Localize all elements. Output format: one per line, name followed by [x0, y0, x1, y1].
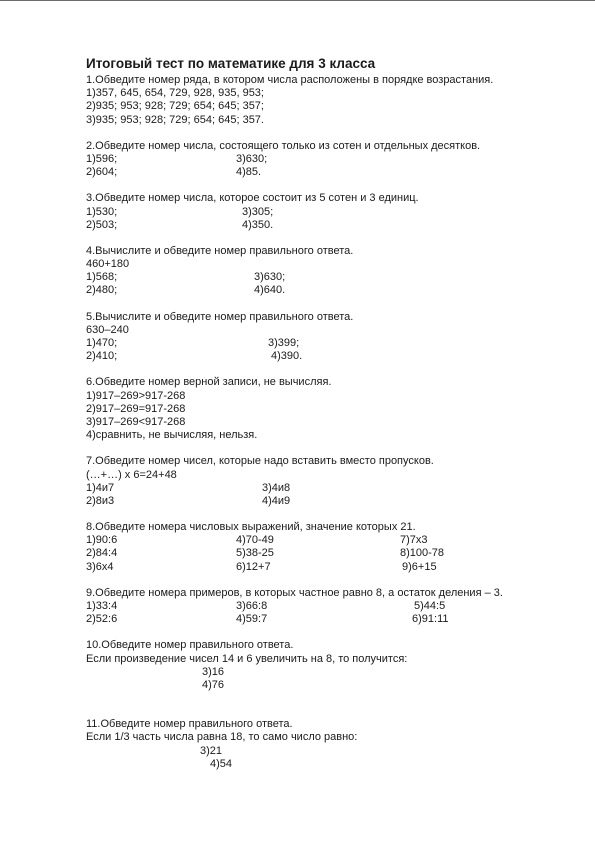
top-border-line [0, 0, 595, 1]
answer-option: 2)604; [86, 166, 118, 179]
expression: 630–240 [86, 323, 129, 336]
answer-option: 2)935; 953; 928; 729; 654; 645; 357; [86, 100, 264, 113]
answer-option: 4)4и9 [262, 494, 291, 507]
answer-row [86, 613, 556, 626]
answer-option: 2)84:4 [86, 547, 118, 560]
answer-option: 4)59:7 [236, 613, 268, 626]
answer-row [86, 547, 556, 560]
question-prompt: 7.Обведите номер чисел, которые надо вставить вместо пропусков. [86, 455, 434, 468]
question-3 [86, 192, 556, 232]
answer-option: 1)357, 645, 654, 729, 928, 935, 953; [86, 87, 264, 100]
answer-option: 3)305; [242, 205, 274, 218]
answer-option-text: 3)16 [202, 665, 225, 678]
expression: 460+180 [86, 258, 130, 271]
answer-option [86, 758, 556, 771]
question-prompt: 4.Вычислите и обведите номер правильного ответа. [86, 244, 354, 257]
question-prompt: 3.Обведите номер числа, которое состоит из 5 сотен и 3 единиц. [86, 192, 419, 205]
answer-row [86, 495, 556, 508]
answer-row [86, 561, 556, 574]
question-10 [86, 639, 556, 692]
answer-row [86, 219, 556, 232]
answer-row [86, 284, 556, 297]
answer-option: 6)91:11 [412, 613, 449, 626]
answer-option: 2)8и3 [86, 494, 115, 507]
question-prompt: 5.Вычислите и обведите номер правильного ответа. [86, 310, 354, 323]
answer-option: 2)52:6 [86, 613, 118, 626]
answer-option [86, 666, 556, 679]
question-11 [86, 718, 556, 771]
answer-option: 3)4и8 [262, 481, 291, 494]
answer-row [86, 206, 556, 219]
answer-option [86, 679, 556, 692]
question-prompt: 2.Обведите номер числа, состоящего только из сотен и отдельных десятков. [86, 139, 481, 152]
page-title: Итоговый тест по математике для 3 класса [86, 56, 376, 71]
answer-option-text: 4)54 [210, 757, 233, 770]
answer-row [86, 337, 556, 350]
question-7 [86, 455, 556, 508]
answer-option-text: 4)76 [202, 678, 225, 691]
answer-option: 1)33:4 [86, 600, 118, 612]
answer-option: 4)350. [242, 218, 274, 231]
answer-option: 5)44:5 [414, 600, 446, 612]
answer-option: 3)630; [254, 271, 286, 284]
answer-option: 3)935; 953; 928; 729; 654; 645; 357. [86, 113, 264, 126]
answer-option [86, 745, 556, 758]
question-prompt: 8.Обведите номера числовых выражений, значение которых 21. [86, 521, 416, 534]
answer-option: 1)568; [86, 271, 118, 284]
answer-option: 1)596; [86, 152, 118, 165]
answer-option: 4)390. [271, 350, 303, 363]
answer-option: 1)470; [86, 337, 118, 349]
question-1 [86, 74, 556, 127]
answer-option: 4)85. [236, 166, 262, 179]
answer-option-text: 3)21 [200, 744, 223, 757]
answer-option: 1)917–269>917-268 [86, 389, 186, 402]
question-5 [86, 311, 556, 364]
question-9 [86, 587, 556, 627]
test-sheet [86, 55, 556, 784]
answer-row [86, 350, 556, 363]
expression: (…+…) х 6=24+48 [86, 468, 177, 481]
answer-option: 4)640. [254, 284, 286, 297]
answer-option: 2)410; [86, 350, 118, 363]
answer-option: 9)6+15 [402, 560, 437, 573]
answer-option: 2)480; [86, 284, 118, 297]
answer-option: 5)38-25 [236, 547, 274, 560]
question-6 [86, 376, 556, 442]
question-8 [86, 521, 556, 574]
answer-option: 1)530; [86, 205, 118, 218]
question-prompt: 9.Обведите номера примеров, в которых частное равно 8, а остаток деления – 3. [86, 586, 503, 599]
answer-option: 3)6х4 [86, 560, 114, 573]
answer-row [86, 482, 556, 495]
question-4 [86, 245, 556, 298]
answer-option: 1)4и7 [86, 481, 115, 494]
question-2 [86, 140, 556, 180]
answer-option: 3)66:8 [236, 600, 268, 612]
question-condition: Если произведение чисел 14 и 6 увеличить на 8, то получится: [86, 652, 408, 665]
answer-option: 4)сравнить, не вычисляя, нельзя. [86, 429, 258, 442]
answer-option: 3)917–269<917-268 [86, 415, 186, 428]
answer-option: 2)503; [86, 218, 118, 231]
answer-option: 1)90:6 [86, 534, 118, 547]
answer-option: 7)7х3 [400, 534, 428, 547]
question-prompt: 1.Обведите номер ряда, в котором числа расположены в порядке возрастания. [86, 74, 494, 86]
answer-option: 4)70-49 [236, 534, 274, 547]
answer-row [86, 166, 556, 179]
question-prompt: 6.Обведите номер верной записи, не вычисляя. [86, 376, 332, 389]
answer-option: 6)12+7 [236, 560, 271, 573]
answer-row [86, 600, 556, 613]
answer-option: 8)100-78 [400, 547, 445, 560]
answer-row [86, 271, 556, 284]
answer-option: 3)399; [268, 337, 300, 349]
answer-row [86, 534, 556, 547]
question-prompt: 11.Обведите номер правильного ответа. [86, 718, 293, 731]
question-prompt: 10.Обведите номер правильного ответа. [86, 639, 294, 652]
answer-option: 3)630; [236, 152, 268, 165]
answer-option: 2)917–269=917-268 [86, 402, 186, 415]
question-condition: Если 1/3 часть числа равна 18, то само число равно: [86, 731, 358, 744]
answer-row [86, 153, 556, 166]
